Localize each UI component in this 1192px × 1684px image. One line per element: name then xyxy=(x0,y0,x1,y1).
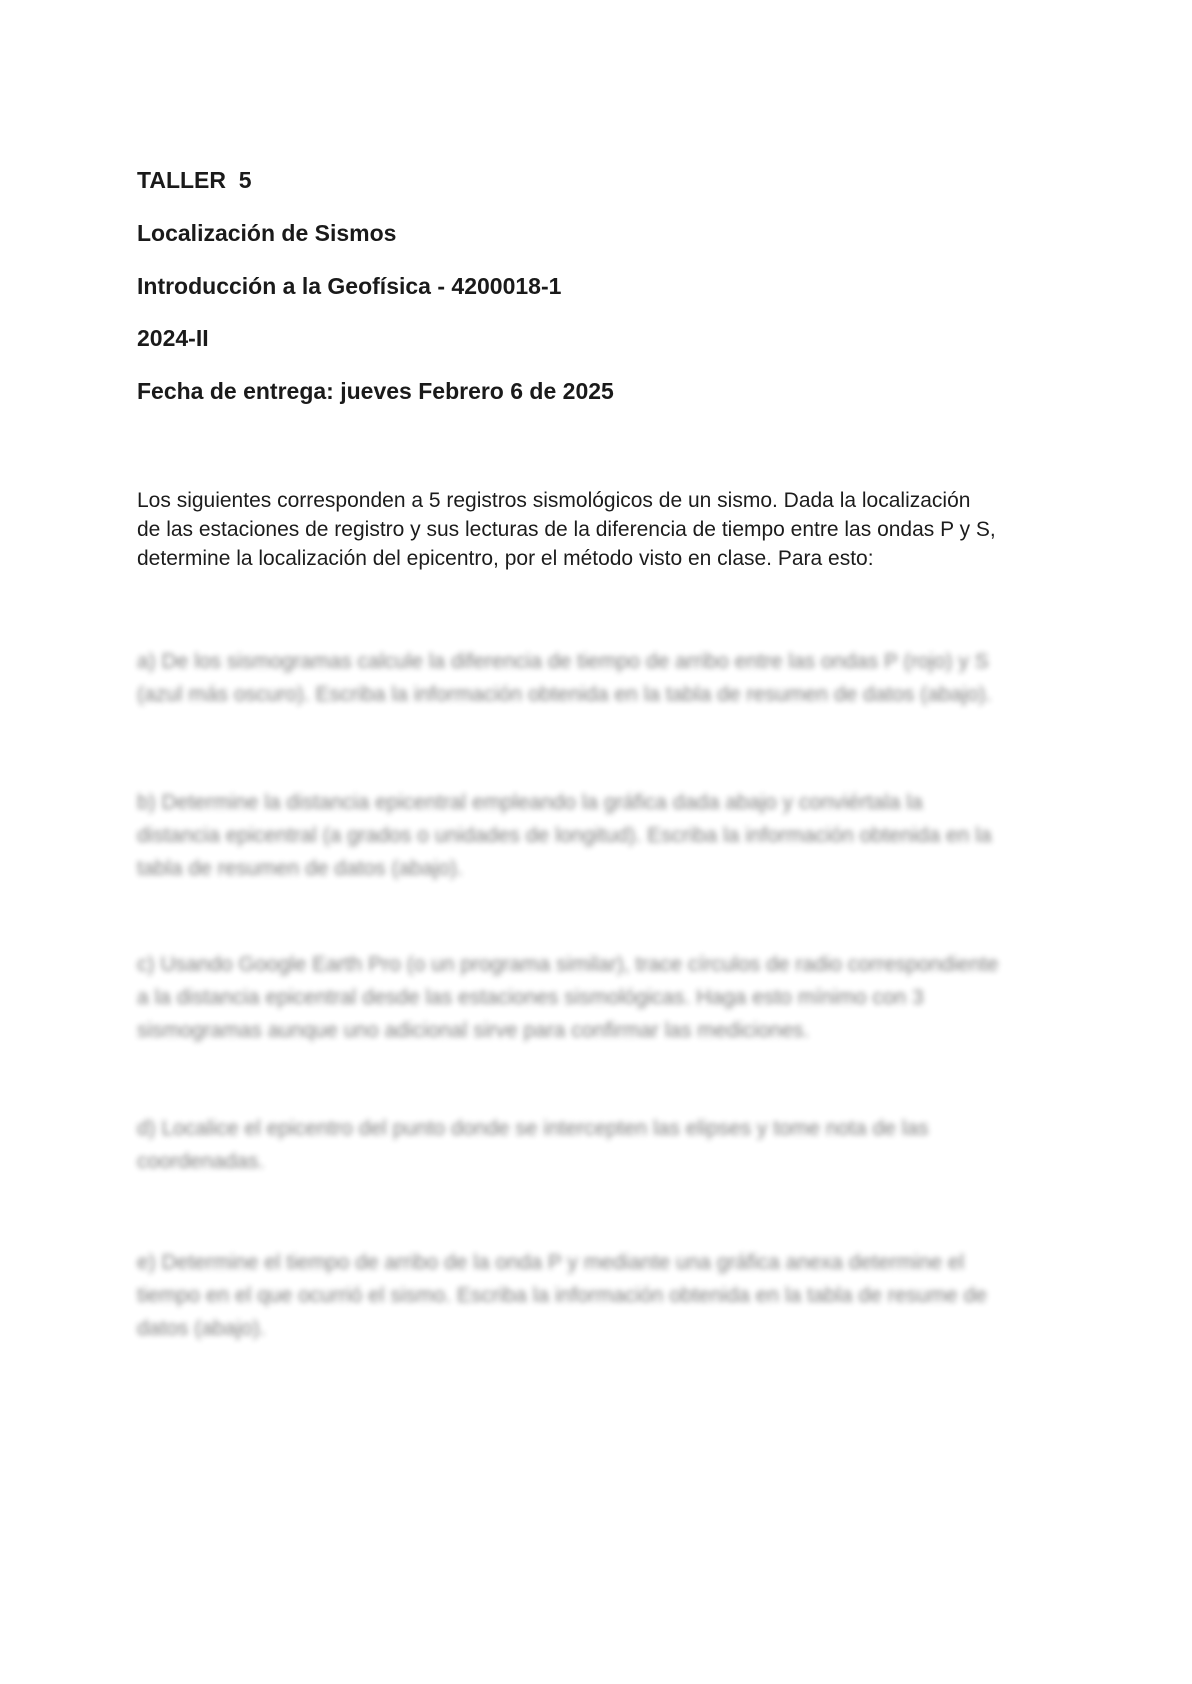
task-line: sismogramas aunque uno adicional sirve para confirmar las mediciones. xyxy=(137,1019,810,1042)
task-line: tabla de resumen de datos (abajo). xyxy=(137,857,463,880)
task-paragraph-e-blurred xyxy=(137,1246,1147,1345)
task-paragraph-a-blurred xyxy=(137,645,1147,711)
task-line: a) De los sismogramas calcule la diferencia de tiempo de arribo entre las ondas P (rojo) y S xyxy=(137,650,989,673)
task-line: b) Determine la distancia epicentral empleando la gráfica dada abajo y conviértala la xyxy=(137,791,923,814)
task-line: (azul más oscuro). Escriba la información obtenida en la tabla de resumen de datos (abajo). xyxy=(137,683,992,706)
workshop-subtitle: Localización de Sismos xyxy=(137,220,397,246)
course-title: Introducción a la Geofísica - 4200018-1 xyxy=(137,273,562,299)
task-line: tiempo en el que ocurrió el sismo. Escriba la información obtenida en la tabla de resume de xyxy=(137,1284,987,1307)
task-line: coordenadas. xyxy=(137,1150,265,1173)
task-line: a la distancia epicentral desde las estaciones sismológicas. Haga esto mínimo con 3 xyxy=(137,986,924,1009)
term-label: 2024-II xyxy=(137,325,209,351)
intro-line: de las estaciones de registro y sus lecturas de la diferencia de tiempo entre las ondas P y S, xyxy=(137,518,996,541)
task-line: d) Localice el epicentro del punto donde se intercepten las elipses y tome nota de las xyxy=(137,1117,929,1140)
task-line: distancia epicentral (a grados o unidades de longitud). Escriba la información obtenida en la xyxy=(137,824,992,847)
task-paragraph-c-blurred xyxy=(137,948,1147,1047)
task-paragraph-b-blurred xyxy=(137,786,1147,885)
workshop-title: TALLER 5 xyxy=(137,167,252,193)
intro-line: determine la localización del epicentro, por el método visto en clase. Para esto: xyxy=(137,547,874,570)
intro-paragraph xyxy=(137,486,1147,573)
task-line: datos (abajo). xyxy=(137,1317,266,1340)
task-line: e) Determine el tiempo de arribo de la onda P y mediante una gráfica anexa determine el xyxy=(137,1251,965,1274)
task-paragraph-d-blurred xyxy=(137,1112,1147,1178)
due-date: Fecha de entrega: jueves Febrero 6 de 2025 xyxy=(137,378,614,404)
intro-line: Los siguientes corresponden a 5 registros sismológicos de un sismo. Dada la localización xyxy=(137,489,971,512)
task-line: c) Usando Google Earth Pro (o un programa similar), trace círculos de radio correspondiente xyxy=(137,953,999,976)
